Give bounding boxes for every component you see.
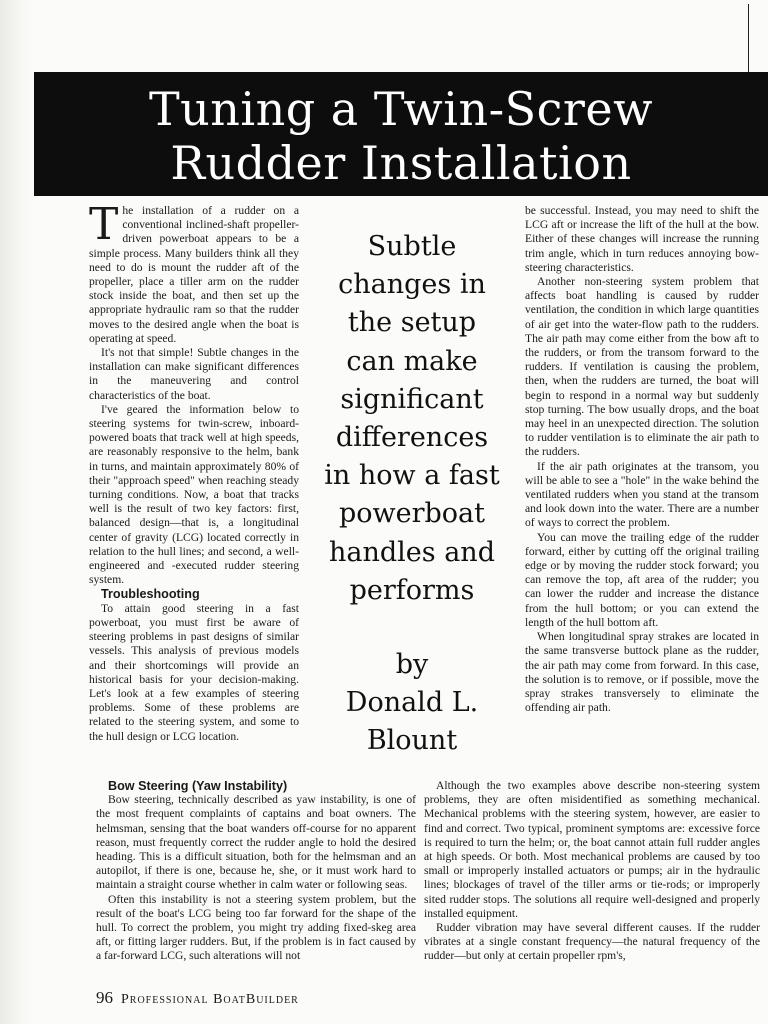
title-line-1: Tuning a Twin-Screw <box>148 82 654 136</box>
drop-cap: T <box>89 199 119 250</box>
magazine-name: Professional BoatBuilder <box>121 992 299 1007</box>
byline-by: by <box>395 649 429 681</box>
bow-steering-section <box>96 779 416 964</box>
body-paragraph: Rudder vibration may have several different causes. If the rudder vibrates at a single constant frequency—the natural frequency of the rudder—but only at certain propeller rpm's, <box>424 921 760 963</box>
body-paragraph: When longitudinal spray strakes are located in the same transverse buttock plane as the rudder, the air path may come from forward. In this case, the solution is to remove, or if possible, move the spray strakes transversely to eliminate the offending air path. <box>525 630 759 715</box>
body-paragraph: To attain good steering in a fast powerboat, you must first be aware of steering problems in past designs of similar vessels. This analysis of previous models and their shortcomings will provide an historical basis for your decision-making. Let's look at a few examples of steering problems. Some of these problems are related to the steering system, and some to the hull design or LCG location. <box>89 601 299 743</box>
section-heading-bow-steering: Bow Steering (Yaw Instability) <box>108 779 288 793</box>
page-footer <box>96 988 299 1008</box>
right-column <box>525 204 759 715</box>
pull-quote-line: significant <box>340 383 484 415</box>
pull-quote-line: Subtle <box>367 231 457 262</box>
title-line-2: Rudder Installation <box>170 136 632 190</box>
scan-margin <box>0 0 34 1024</box>
bottom-right-column <box>424 779 760 964</box>
pull-quote-line: can make <box>346 345 478 377</box>
page-number: 96 <box>96 988 113 1007</box>
intro-paragraph: The installation of a rudder on a conventional inclined-shaft propeller-driven powerboat appears to be a simple process. Many builders think all they need to do is mount the rudder aft of the propeller, place a tiller arm on the rudder stock inside the boat, and then set up the appropriate hydraulic ram so that the rudder moves to the desired angle when the boat is operating at speed. <box>89 199 299 345</box>
pull-quote-line: the setup <box>347 307 477 339</box>
body-paragraph: Another non-steering system problem that affects boat handling is caused by rudder ventilation, the condition in which large quantities of air get into the water-flow path to the rudders. The air path may come either from the bow aft to the rudders, or from the transom forward to the rudders. If ventilation is causing the problem, then, when the rudders are turned, the boat will begin to respond in a normal way but suddenly stop turning. The bow usually drops, and the boat may heel in an unexpected direction. The solution to rudder ventilation is to eliminate the air path to the rudders. <box>525 275 759 459</box>
section-heading-troubleshooting: Troubleshooting <box>101 587 200 602</box>
body-paragraph: Bow steering, technically described as yaw instability, is one of the most frequent complaints of captains and boat owners. The helmsman, sensing that the boat wanders off-course for no apparent reason, must frequently correct the rudder angle to hold the desired heading. This is a difficult situation, both for the helmsman and an autopilot, if there is one, because he, she, or it must work hard to maintain a straight course whether in calm water or following seas. <box>96 793 416 892</box>
title-banner <box>34 72 768 196</box>
pull-quote-line: powerboat <box>338 498 486 530</box>
pull-quote <box>312 228 512 761</box>
pull-quote-line: changes in <box>338 269 486 301</box>
body-paragraph: If the air path originates at the transom, you will be able to see a "hole" in the wake behind the ventilated rudders when you stand at the transom and look down into the water. There are a number of ways to correct the problem. <box>525 459 759 530</box>
left-column <box>89 199 299 744</box>
article-title <box>34 72 768 190</box>
pull-quote-line: performs <box>349 574 475 606</box>
body-paragraph: Often this instability is not a steering system problem, but the result of the boat's LCG being too far forward for the shape of the hull. To correct the problem, you might try adding fixed-skeg area aft, or fitting larger rudders. But, if the problem is in fact caused by a far-forward LCG, such alterations will not <box>96 892 416 963</box>
body-paragraph: You can move the trailing edge of the rudder forward, either by cutting off the original trailing edge or by moving the rudder stock forward; you can remove the top, aft area of the rudder; you can lower the rudder and increase the distance from the hull bottom; or you can extend the length of the hull bottom aft. <box>525 530 759 629</box>
pull-quote-line: handles and <box>329 536 495 568</box>
body-paragraph: I've geared the information below to steering systems for twin-screw, inboard-powered boats that track well at high speeds, are reasonably responsive to the helm, bank in turns, and maintain approximately 80% of their "approach speed" when reaching steady turning conditions. Now, a boat that tracks well is the result of two key factors: first, balanced design—that is, a longitudinal center of gravity (LCG) located correctly in relation to the hull lines; and second, a well-engineered and -executed rudder steering system. <box>89 402 299 587</box>
pull-quote-line: differences <box>335 422 489 454</box>
body-paragraph: be successful. Instead, you may need to shift the LCG aft or increase the lift of the hull at the bow. Either of these changes will increase the running trim angle, which in turn reduces annoying bow-steering characteristics. <box>525 204 759 274</box>
body-paragraph: Although the two examples above describe non-steering system problems, they are often misidentified as something mechanical. Mechanical problems with the steering system, however, are easier to find and correct. Two typical, prominent symptoms are: excessive force is required to turn the helm; or, the boat cannot attain full rudder angles at high speeds. Or both. Most mechanical problems are caused by too small or improperly installed actuators or pumps; air in the hydraulic lines; blockages of travel of the tiller arms or tie-rods; or improperly sited rudder stops. The solutions all require well-designed and properly installed equipment. <box>424 779 760 920</box>
pull-quote-line: in how a fast <box>324 460 500 492</box>
author-name-line: Blount <box>366 725 458 757</box>
author-name-line: Donald L. <box>345 687 479 719</box>
body-paragraph: It's not that simple! Subtle changes in the installation can make significant differences in the maneuvering and control characteristics of the boat. <box>89 346 299 402</box>
